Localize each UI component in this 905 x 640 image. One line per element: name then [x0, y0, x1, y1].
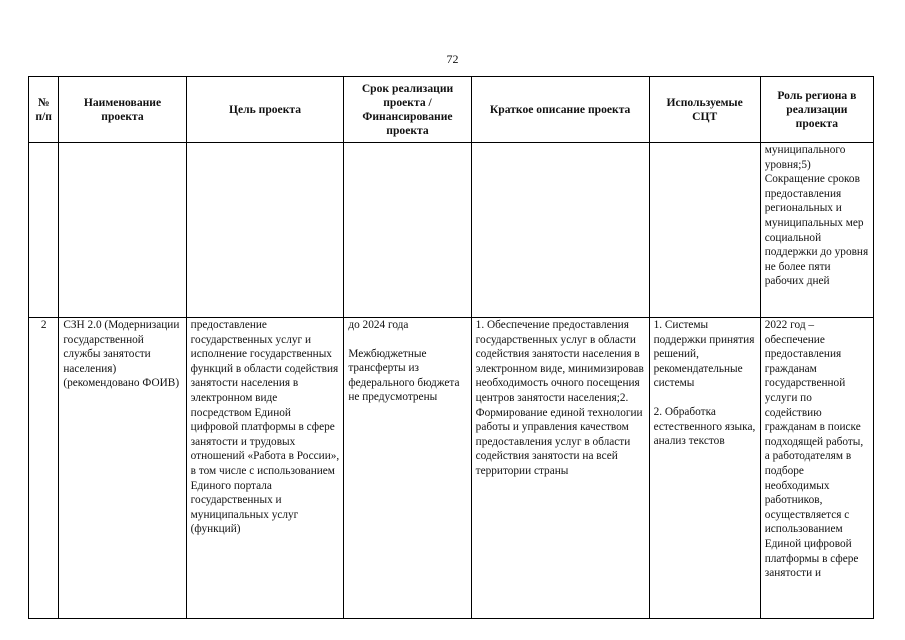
- cell-tech: [649, 318, 760, 619]
- tech-item-2: 2. Обработка естественного языка, анализ текстов: [653, 405, 756, 448]
- cell-term: [344, 143, 471, 318]
- header-tech: Используемые СЦТ: [649, 77, 760, 143]
- header-row: [29, 77, 874, 143]
- tech-item-1: 1. Системы поддержки принятия решений, рекомендательные системы: [653, 319, 755, 390]
- cell-term: [344, 318, 471, 619]
- cell-tech: [649, 143, 760, 318]
- table-row: [29, 143, 874, 318]
- cell-num: 2: [29, 318, 59, 619]
- cell-num: [29, 143, 59, 318]
- cell-name: СЗН 2.0 (Модернизации государственной службы занятости населения) (рекомендовано ФОИВ): [59, 318, 186, 619]
- cell-role: 2022 год – обеспечение предоставления гражданам государственной услуги по содействию гражданам в поиске подходящей работы, а работодателям в подборе необходимых работников, осуществляется с использованием Единой цифровой платформы в сфере занятости и: [760, 318, 873, 619]
- header-num: № п/п: [29, 77, 59, 143]
- projects-table: [28, 76, 874, 619]
- header-goal: Цель проекта: [186, 77, 344, 143]
- cell-name: [59, 143, 186, 318]
- header-description: Краткое описание проекта: [471, 77, 649, 143]
- term-text: до 2024 года: [348, 319, 409, 331]
- header-role: Роль региона в реализации проекта: [760, 77, 873, 143]
- cell-goal: предоставление государственных услуг и исполнение государственных функций в области содействия занятости населения в электронном виде посредством Единой цифровой платформы в сфере занятости и трудовых отношений «Работа в России», в том числе с использованием Единого портала государственных и муниципальных услуг (функций): [186, 318, 344, 619]
- page-number: 72: [446, 52, 459, 66]
- header-name: Наименование проекта: [59, 77, 186, 143]
- cell-goal: [186, 143, 344, 318]
- cell-role: муниципального уровня;5) Сокращение сроков предоставления региональных и муниципальных мер социальной поддержки до уровня не более пяти рабочих дней: [760, 143, 873, 318]
- financing-text: Межбюджетные трансферты из федерального бюджета не предусмотрены: [348, 347, 460, 404]
- cell-description: 1. Обеспечение предоставления государственных услуг в области содействия занятости населения в электронном виде, минимизировав необходимость очного посещения центров занятости населения;2. Формирование единой технологии работы и управления качеством предоставления услуг в области содействия занятости на всей территории страны: [471, 318, 649, 619]
- table-row: [29, 318, 874, 619]
- cell-description: [471, 143, 649, 318]
- header-term: Срок реализации проекта / Финансирование проекта: [344, 77, 471, 143]
